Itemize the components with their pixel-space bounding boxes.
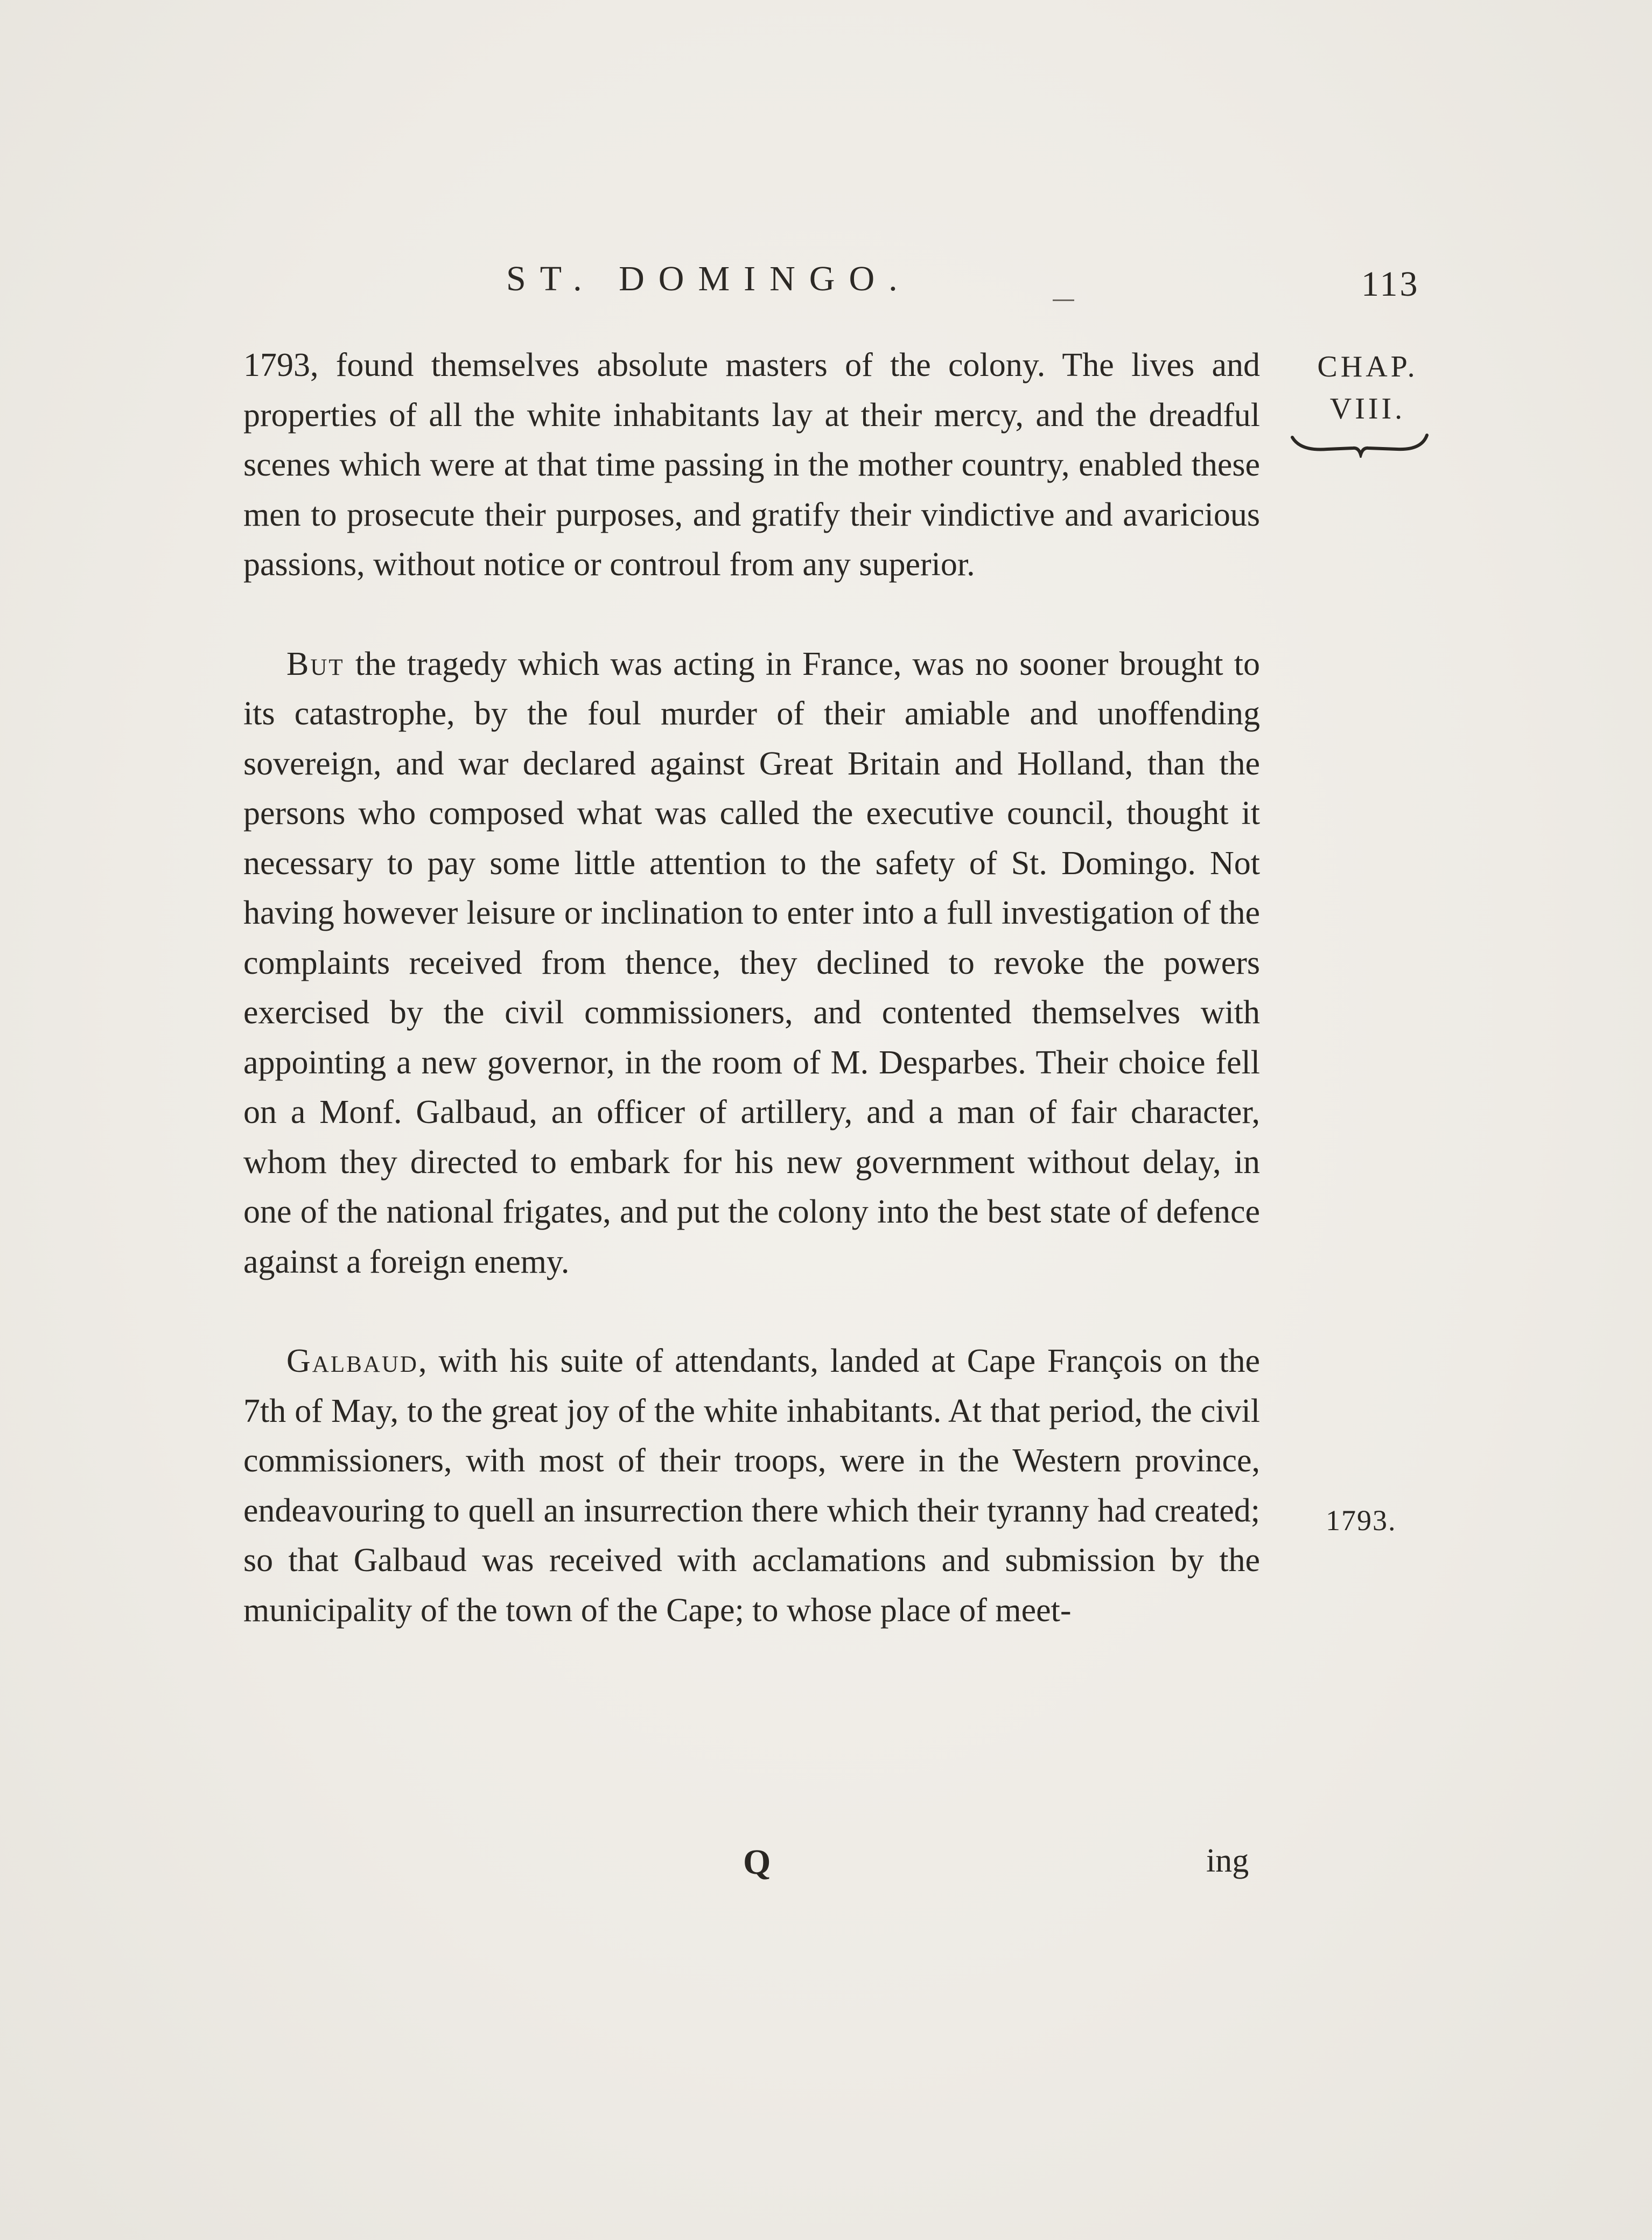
paragraph-3-lead: Galbaud bbox=[286, 1343, 418, 1379]
signature-mark: Q bbox=[743, 1843, 771, 1882]
catchword: ing bbox=[1206, 1843, 1249, 1879]
paragraph-1-text: 1793, found themselves absolute masters of the colony. The lives and properties of all the white inhabitants lay at their mercy, and the dreadful scenes which were at that time passing in the mother country, enabled these men to prosecute their purposes, and gratify their vindictive and avaricious passions, without notice or controul from any superior. bbox=[243, 347, 1260, 583]
paragraph-2-text: the tragedy which was acting in France, was no sooner brought to its catastrophe, by the foul murder of their amiable and unoffending sovereign, and war declared against Great Britain and Holland, than the persons who composed what was called the executive council, thought it necessary to pay some little attention to the safety of St. Domingo. Not having however leisure or inclination to enter into a full investigation of the complaints received from thence, they declined to revoke the powers exercised by the civil commissioners, and contented themselves with appointing a new governor, in the room of M. Desparbes. Their choice fell on a Monf. Galbaud, an officer of artillery, and a man of fair character, whom they directed to embark for his new government without delay, in one of the national frigates, and put the colony into the best state of defence against a foreign enemy. bbox=[243, 645, 1260, 1280]
chapter-sidenote bbox=[1298, 346, 1438, 430]
paragraph-1 bbox=[243, 340, 1260, 590]
paragraph-2 bbox=[243, 639, 1260, 1287]
paragraph-2-lead: But bbox=[286, 645, 345, 682]
year-sidenote: 1793. bbox=[1326, 1504, 1397, 1537]
chapter-label: CHAP. bbox=[1317, 350, 1418, 383]
paragraph-3-text: , with his suite of attendants, landed at Cape François on the 7th of May, to the great joy of the white inhabitants. At that period, the civil commissioners, with most of their troops, were in the Western province, endeavouring to quell an insurrection there which their tyranny had created; so that Galbaud was received with acclamations and submission by the municipality of the town of the Cape; to whose place of meet- bbox=[243, 1343, 1260, 1629]
paragraph-3 bbox=[243, 1336, 1260, 1635]
chapter-number: VIII. bbox=[1329, 392, 1406, 425]
header-dash bbox=[1053, 299, 1074, 301]
body-text bbox=[243, 340, 1260, 1635]
page-number: 113 bbox=[1361, 264, 1420, 304]
brace-ornament bbox=[1290, 431, 1430, 458]
running-title: ST. DOMINGO. bbox=[506, 259, 912, 298]
